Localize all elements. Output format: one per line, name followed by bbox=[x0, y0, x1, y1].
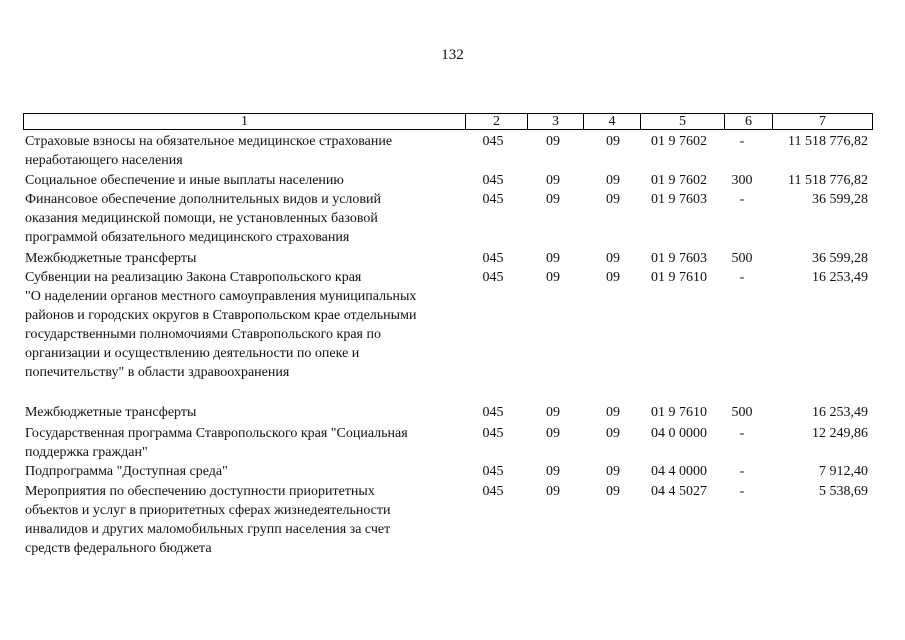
header-col-4: 4 bbox=[583, 114, 640, 129]
cell-expense-type: 500 bbox=[731, 405, 753, 420]
row-description-line: программой обязательного медицинского страхования bbox=[25, 230, 350, 245]
header-col-7: 7 bbox=[772, 114, 872, 129]
row-description-line: неработающего населения bbox=[25, 153, 183, 168]
cell-subsection: 09 bbox=[606, 464, 620, 479]
cell-section: 09 bbox=[546, 484, 560, 499]
cell-subsection: 09 bbox=[606, 251, 620, 266]
cell-amount: 12 249,86 bbox=[812, 426, 868, 441]
row-description-line: Государственная программа Ставропольского края "Социальная bbox=[25, 426, 408, 441]
row-description bbox=[25, 171, 463, 190]
row-description-line: попечительству" в области здравоохранения bbox=[25, 365, 290, 380]
row-description-line: поддержка граждан" bbox=[25, 445, 148, 460]
cell-amount: 36 599,28 bbox=[812, 192, 868, 207]
header-col-3: 3 bbox=[527, 114, 583, 129]
cell-section: 09 bbox=[546, 426, 560, 441]
row-description bbox=[25, 268, 463, 382]
cell-section: 09 bbox=[546, 405, 560, 420]
cell-section: 09 bbox=[546, 464, 560, 479]
row-description bbox=[25, 132, 463, 170]
row-description-line: средств федерального бюджета bbox=[25, 541, 212, 556]
header-col-1: 1 bbox=[241, 114, 248, 129]
row-description-line: организации и осуществлению деятельности по опеке и bbox=[25, 346, 360, 361]
cell-subsection: 09 bbox=[606, 192, 620, 207]
cell-expense-type: - bbox=[739, 134, 745, 149]
cell-section: 09 bbox=[546, 173, 560, 188]
header-col-5: 5 bbox=[640, 114, 724, 129]
cell-ministry-code: 045 bbox=[482, 134, 504, 149]
cell-amount: 11 518 776,82 bbox=[788, 173, 868, 188]
header-col-6: 6 bbox=[724, 114, 772, 129]
cell-expense-type: 500 bbox=[731, 251, 753, 266]
cell-ministry-code: 045 bbox=[482, 173, 504, 188]
cell-ministry-code: 045 bbox=[482, 270, 504, 285]
cell-section: 09 bbox=[546, 134, 560, 149]
cell-section: 09 bbox=[546, 270, 560, 285]
header-col-2: 2 bbox=[465, 114, 527, 129]
row-description-line: Подпрограмма "Доступная среда" bbox=[25, 464, 228, 479]
row-description-line: Межбюджетные трансферты bbox=[25, 405, 197, 420]
cell-ministry-code: 045 bbox=[482, 192, 504, 207]
cell-subsection: 09 bbox=[606, 405, 620, 420]
row-description-line: Социальное обеспечение и иные выплаты населению bbox=[25, 173, 344, 188]
cell-expense-type: - bbox=[739, 484, 745, 499]
cell-target-article: 01 9 7602 bbox=[651, 134, 707, 149]
cell-ministry-code: 045 bbox=[482, 251, 504, 266]
cell-amount: 36 599,28 bbox=[812, 251, 868, 266]
page-number: 132 bbox=[441, 47, 464, 63]
cell-amount: 7 912,40 bbox=[819, 464, 868, 479]
cell-amount: 11 518 776,82 bbox=[788, 134, 868, 149]
cell-target-article: 04 4 0000 bbox=[651, 464, 707, 479]
row-description-line: районов и городских округов в Ставропольском крае отдельными bbox=[25, 308, 417, 323]
cell-subsection: 09 bbox=[606, 134, 620, 149]
cell-amount: 16 253,49 bbox=[812, 405, 868, 420]
row-description bbox=[25, 190, 463, 247]
cell-expense-type: 300 bbox=[731, 173, 753, 188]
cell-subsection: 09 bbox=[606, 270, 620, 285]
cell-ministry-code: 045 bbox=[482, 405, 504, 420]
row-description-line: Страховые взносы на обязательное медицинское страхование bbox=[25, 134, 393, 149]
cell-target-article: 01 9 7610 bbox=[651, 405, 707, 420]
cell-target-article: 01 9 7603 bbox=[651, 251, 707, 266]
row-description-line: Субвенции на реализацию Закона Ставропольского края bbox=[25, 270, 362, 285]
cell-target-article: 04 4 5027 bbox=[651, 484, 707, 499]
cell-amount: 16 253,49 bbox=[812, 270, 868, 285]
cell-expense-type: - bbox=[739, 426, 745, 441]
row-description-line: инвалидов и других маломобильных групп населения за счет bbox=[25, 522, 391, 537]
cell-ministry-code: 045 bbox=[482, 484, 504, 499]
table-header bbox=[23, 113, 873, 130]
cell-target-article: 01 9 7610 bbox=[651, 270, 707, 285]
row-description bbox=[25, 424, 463, 462]
row-description-line: объектов и услуг в приоритетных сферах жизнедеятельности bbox=[25, 503, 391, 518]
row-description-line: Межбюджетные трансферты bbox=[25, 251, 197, 266]
cell-expense-type: - bbox=[739, 464, 745, 479]
cell-subsection: 09 bbox=[606, 426, 620, 441]
row-description-line: государственными полномочиями Ставропольского края по bbox=[25, 327, 381, 342]
row-description-line: Финансовое обеспечение дополнительных видов и условий bbox=[25, 192, 382, 207]
cell-ministry-code: 045 bbox=[482, 464, 504, 479]
cell-expense-type: - bbox=[739, 192, 745, 207]
row-description bbox=[25, 403, 463, 422]
cell-subsection: 09 bbox=[606, 484, 620, 499]
row-description bbox=[25, 482, 463, 558]
cell-ministry-code: 045 bbox=[482, 426, 504, 441]
cell-expense-type: - bbox=[739, 270, 745, 285]
row-description bbox=[25, 462, 463, 481]
cell-target-article: 01 9 7602 bbox=[651, 173, 707, 188]
row-description-line: оказания медицинской помощи, не установленных базовой bbox=[25, 211, 378, 226]
cell-subsection: 09 bbox=[606, 173, 620, 188]
cell-section: 09 bbox=[546, 251, 560, 266]
cell-target-article: 01 9 7603 bbox=[651, 192, 707, 207]
cell-target-article: 04 0 0000 bbox=[651, 426, 707, 441]
row-description-line: Мероприятия по обеспечению доступности приоритетных bbox=[25, 484, 375, 499]
cell-amount: 5 538,69 bbox=[819, 484, 868, 499]
row-description bbox=[25, 249, 463, 268]
cell-section: 09 bbox=[546, 192, 560, 207]
row-description-line: "О наделении органов местного самоуправления муниципальных bbox=[25, 289, 417, 304]
